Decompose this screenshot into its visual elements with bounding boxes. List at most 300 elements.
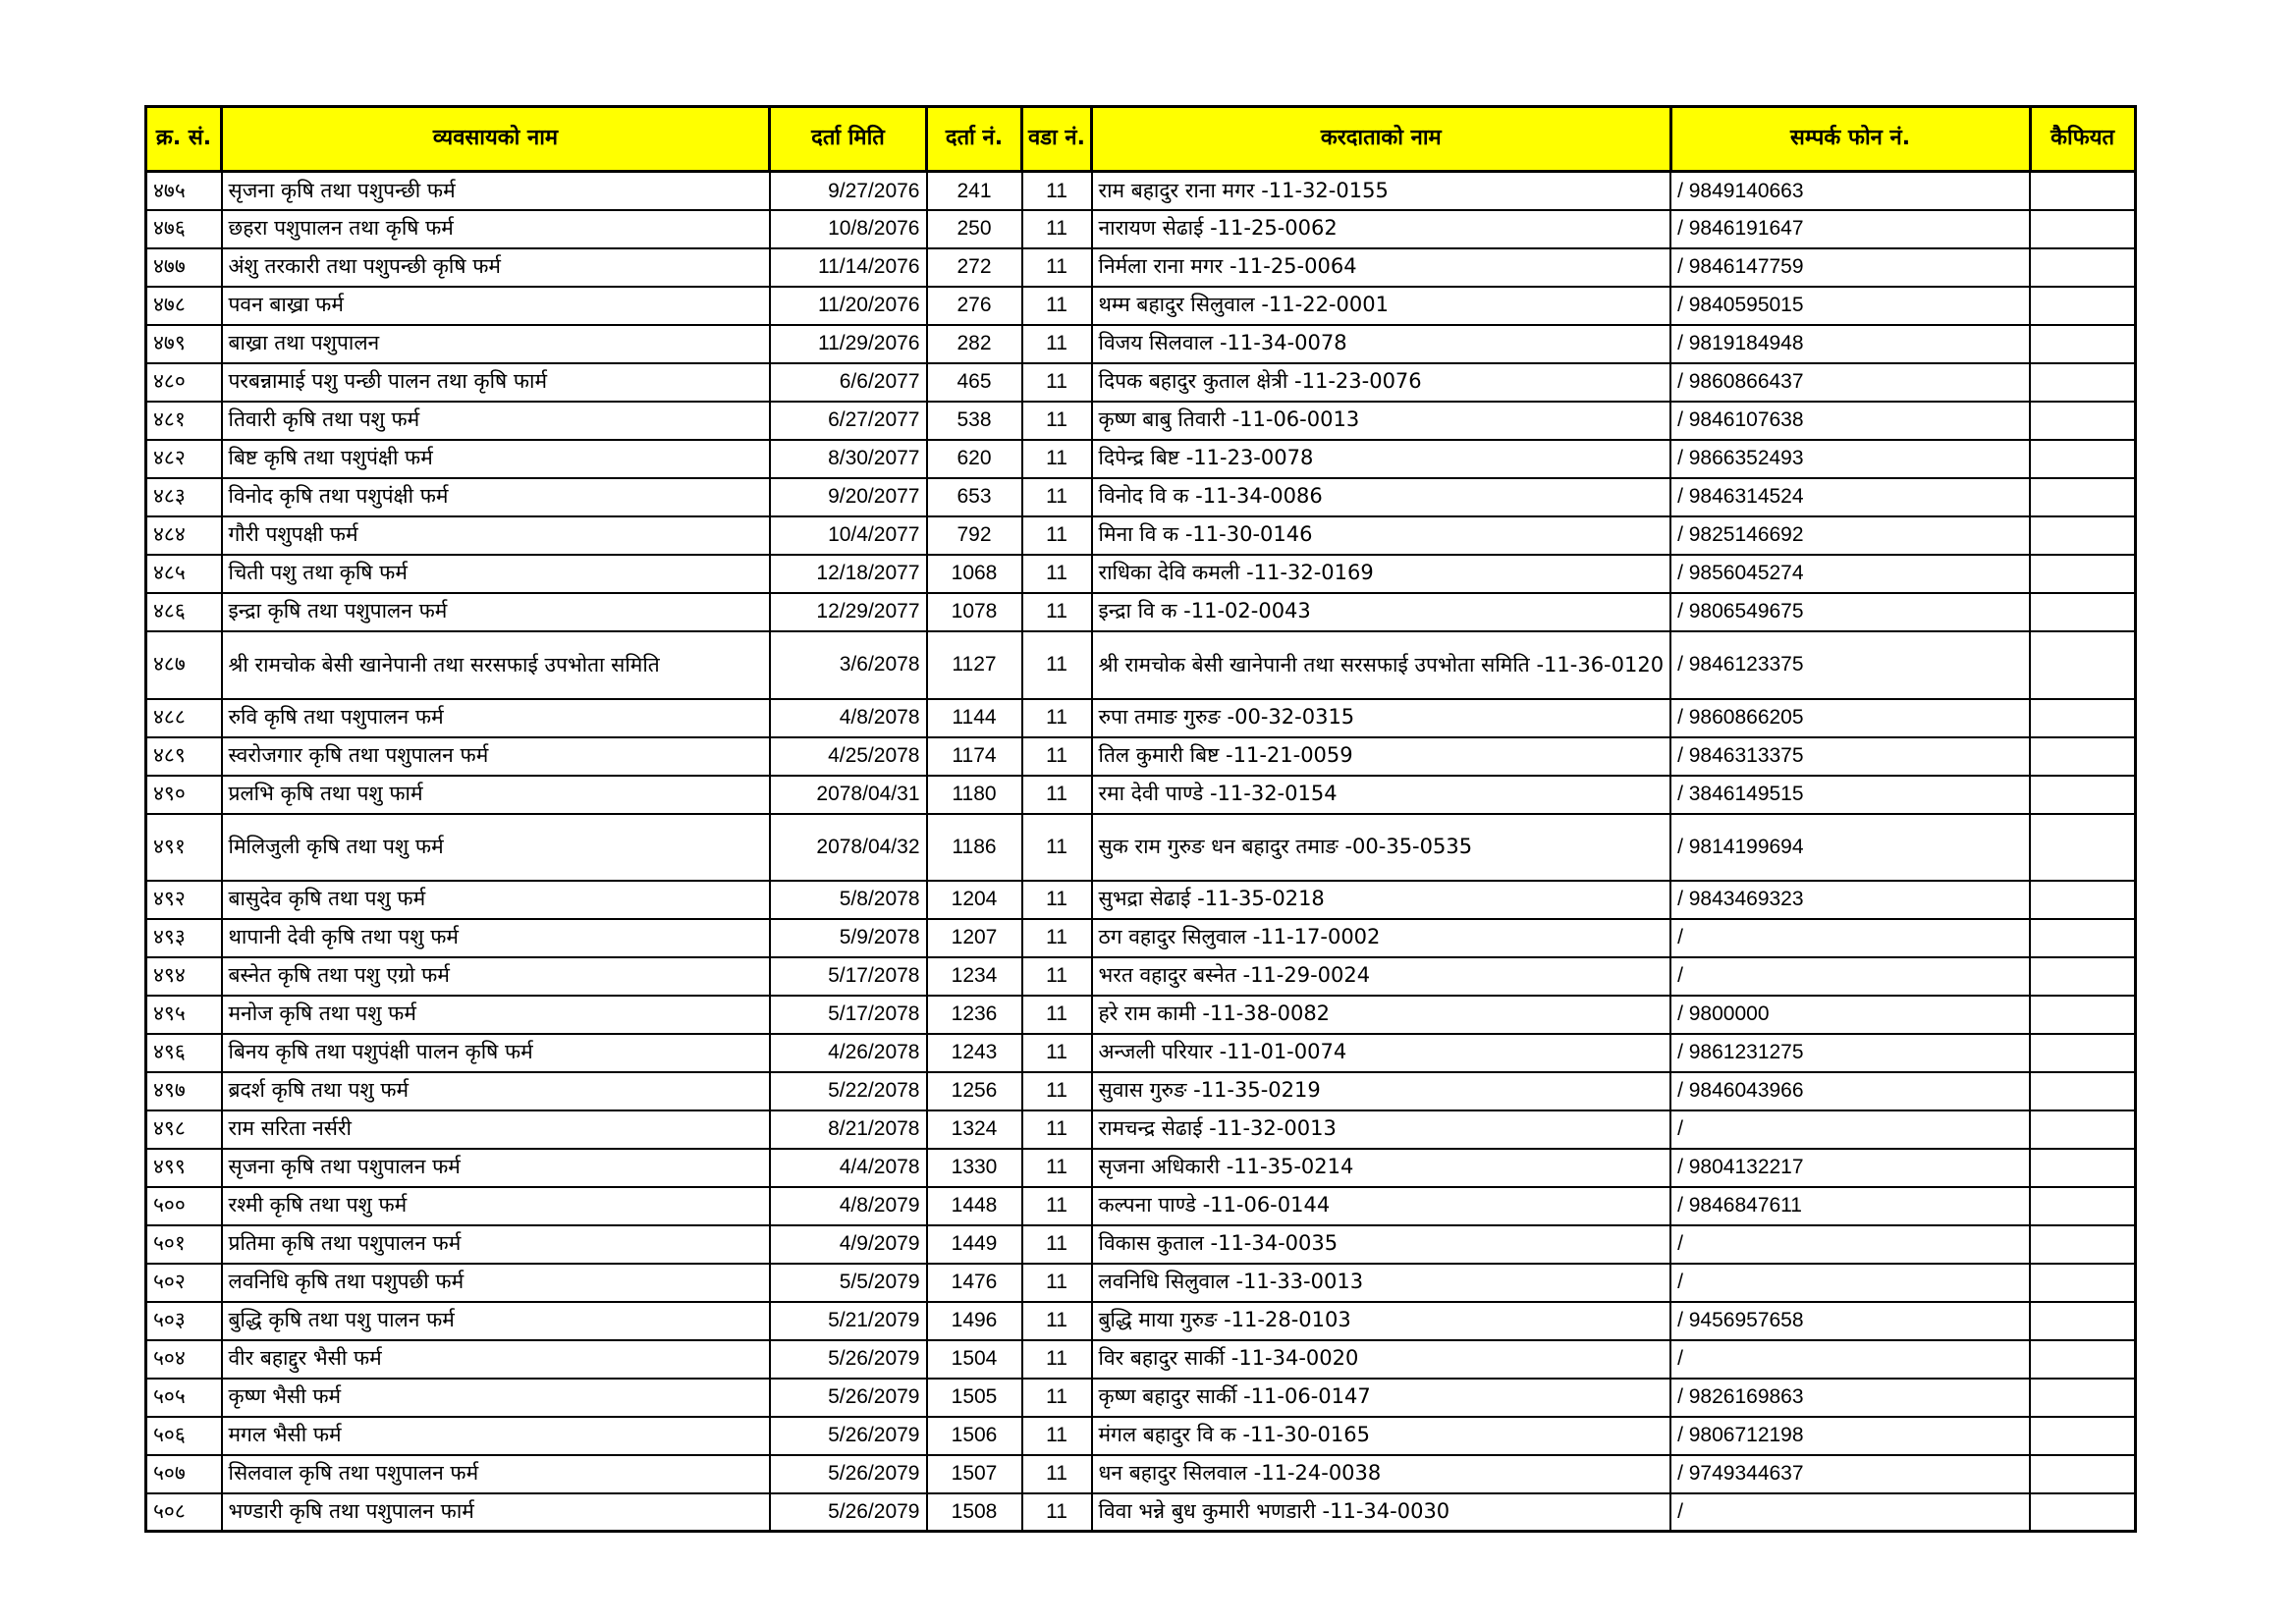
serial-cell: ५०५ (146, 1379, 222, 1417)
business-name-cell: सृजना कृषि तथा पशुपालन फर्म (222, 1149, 770, 1187)
table-row (146, 919, 2136, 957)
table-row (146, 1493, 2136, 1532)
serial-cell: ४७६ (146, 210, 222, 248)
remarks-cell (2030, 1264, 2135, 1302)
header-row (146, 107, 2136, 172)
remarks-cell (2030, 1455, 2135, 1493)
remarks-cell (2030, 919, 2135, 957)
registration-number-cell: 1508 (927, 1493, 1022, 1532)
taxpayer-name-cell: नारायण सेढाई -11-25-0062 (1092, 210, 1671, 248)
contact-phone-cell: / 9846107638 (1670, 402, 2030, 440)
registration-date-cell: 8/30/2077 (770, 440, 927, 478)
contact-phone-cell: / 3846149515 (1670, 776, 2030, 814)
table-row (146, 478, 2136, 516)
table-row (146, 1264, 2136, 1302)
taxpayer-name-cell: कल्पना पाण्डे -11-06-0144 (1092, 1187, 1671, 1225)
remarks-cell (2030, 593, 2135, 631)
serial-cell: ४९५ (146, 996, 222, 1034)
ward-number-cell: 11 (1022, 1493, 1092, 1532)
taxpayer-name-cell: निर्मला राना मगर -11-25-0064 (1092, 248, 1671, 287)
table-row (146, 1187, 2136, 1225)
table-row (146, 1110, 2136, 1149)
ward-number-cell: 11 (1022, 478, 1092, 516)
table-row (146, 287, 2136, 325)
taxpayer-name-cell: सुभद्रा सेढाई -11-35-0218 (1092, 881, 1671, 919)
registration-date-cell: 11/29/2076 (770, 325, 927, 363)
serial-cell: ५०१ (146, 1225, 222, 1264)
business-name-cell: अंशु तरकारी तथा पशुपन्छी कृषि फर्म (222, 248, 770, 287)
serial-cell: ४७७ (146, 248, 222, 287)
ward-number-cell: 11 (1022, 996, 1092, 1034)
remarks-cell (2030, 631, 2135, 699)
serial-cell: ४८४ (146, 516, 222, 555)
registration-date-cell: 6/6/2077 (770, 363, 927, 402)
remarks-cell (2030, 1110, 2135, 1149)
taxpayer-name-cell: दिपेन्द्र बिष्ट -11-23-0078 (1092, 440, 1671, 478)
table-row (146, 1417, 2136, 1455)
registration-number-cell: 1174 (927, 737, 1022, 776)
registration-number-cell: 1204 (927, 881, 1022, 919)
remarks-cell (2030, 440, 2135, 478)
registration-number-cell: 1186 (927, 814, 1022, 881)
business-name-cell: वीर बहाद्दुर भैसी फर्म (222, 1340, 770, 1379)
registration-number-cell: 1144 (927, 699, 1022, 737)
serial-cell: ४८३ (146, 478, 222, 516)
registration-number-cell: 1504 (927, 1340, 1022, 1379)
serial-cell: ५०४ (146, 1340, 222, 1379)
remarks-cell (2030, 363, 2135, 402)
contact-phone-cell: / 9846313375 (1670, 737, 2030, 776)
registration-date-cell: 5/17/2078 (770, 996, 927, 1034)
taxpayer-name-cell: दिपक बहादुर कुताल क्षेत्री -11-23-0076 (1092, 363, 1671, 402)
taxpayer-name-cell: विकास कुताल -11-34-0035 (1092, 1225, 1671, 1264)
contact-phone-cell: / (1670, 1264, 2030, 1302)
table-row (146, 631, 2136, 699)
remarks-cell (2030, 1149, 2135, 1187)
serial-cell: ४९६ (146, 1034, 222, 1072)
business-name-cell: सृजना कृषि तथा पशुपन्छी फर्म (222, 172, 770, 210)
registration-date-cell: 4/25/2078 (770, 737, 927, 776)
registration-date-cell: 10/4/2077 (770, 516, 927, 555)
taxpayer-name-cell: इन्द्रा वि क -11-02-0043 (1092, 593, 1671, 631)
serial-cell: ५०७ (146, 1455, 222, 1493)
taxpayer-name-cell: विवा भन्ने बुध कुमारी भणडारी -11-34-0030 (1092, 1493, 1671, 1532)
business-name-cell: रुवि कृषि तथा पशुपालन फर्म (222, 699, 770, 737)
remarks-cell (2030, 1072, 2135, 1110)
serial-cell: ४९७ (146, 1072, 222, 1110)
taxpayer-name-cell: हरे राम कामी -11-38-0082 (1092, 996, 1671, 1034)
business-name-cell: छहरा पशुपालन तथा कृषि फर्म (222, 210, 770, 248)
registration-date-cell: 3/6/2078 (770, 631, 927, 699)
registration-number-cell: 1256 (927, 1072, 1022, 1110)
registration-date-cell: 5/26/2079 (770, 1340, 927, 1379)
serial-cell: ४७५ (146, 172, 222, 210)
contact-phone-cell: / 9819184948 (1670, 325, 2030, 363)
table-row (146, 776, 2136, 814)
table-row (146, 325, 2136, 363)
taxpayer-name-cell: मिना वि क -11-30-0146 (1092, 516, 1671, 555)
contact-phone-cell: / (1670, 1493, 2030, 1532)
remarks-cell (2030, 957, 2135, 996)
registration-number-cell: 1078 (927, 593, 1022, 631)
registration-number-cell: 1505 (927, 1379, 1022, 1417)
contact-phone-cell: / 9856045274 (1670, 555, 2030, 593)
table-row (146, 1340, 2136, 1379)
business-name-cell: रश्मी कृषि तथा पशु फर्म (222, 1187, 770, 1225)
table-row (146, 1379, 2136, 1417)
contact-phone-cell: / 9843469323 (1670, 881, 2030, 919)
ward-number-cell: 11 (1022, 402, 1092, 440)
contact-phone-cell: / 9806712198 (1670, 1417, 2030, 1455)
contact-phone-cell: / (1670, 1340, 2030, 1379)
ward-number-cell: 11 (1022, 919, 1092, 957)
business-name-cell: प्रतिमा कृषि तथा पशुपालन फर्म (222, 1225, 770, 1264)
registration-date-cell: 5/26/2079 (770, 1417, 927, 1455)
contact-phone-cell: / 9846123375 (1670, 631, 2030, 699)
header-registration-date: दर्ता मिति (770, 107, 927, 172)
registration-number-cell: 465 (927, 363, 1022, 402)
registration-number-cell: 282 (927, 325, 1022, 363)
serial-cell: ४९१ (146, 814, 222, 881)
remarks-cell (2030, 1417, 2135, 1455)
taxpayer-name-cell: राधिका देवि कमली -11-32-0169 (1092, 555, 1671, 593)
taxpayer-name-cell: विजय सिलवाल -11-34-0078 (1092, 325, 1671, 363)
ward-number-cell: 11 (1022, 881, 1092, 919)
table-row (146, 363, 2136, 402)
registration-number-cell: 1180 (927, 776, 1022, 814)
ward-number-cell: 11 (1022, 325, 1092, 363)
contact-phone-cell: / 9846314524 (1670, 478, 2030, 516)
business-name-cell: मिलिजुली कृषि तथा पशु फर्म (222, 814, 770, 881)
table-row (146, 172, 2136, 210)
registration-date-cell: 11/20/2076 (770, 287, 927, 325)
remarks-cell (2030, 996, 2135, 1034)
business-name-cell: बाख्रा तथा पशुपालन (222, 325, 770, 363)
taxpayer-name-cell: बुद्धि माया गुरुङ -11-28-0103 (1092, 1302, 1671, 1340)
remarks-cell (2030, 478, 2135, 516)
ward-number-cell: 11 (1022, 1187, 1092, 1225)
contact-phone-cell: / 9840595015 (1670, 287, 2030, 325)
business-name-cell: इन्द्रा कृषि तथा पशुपालन फर्म (222, 593, 770, 631)
serial-cell: ४९० (146, 776, 222, 814)
serial-cell: ४९४ (146, 957, 222, 996)
ward-number-cell: 11 (1022, 555, 1092, 593)
contact-phone-cell: / (1670, 957, 2030, 996)
remarks-cell (2030, 776, 2135, 814)
registration-date-cell: 5/26/2079 (770, 1455, 927, 1493)
remarks-cell (2030, 1187, 2135, 1225)
contact-phone-cell: / 9825146692 (1670, 516, 2030, 555)
table-row (146, 996, 2136, 1034)
remarks-cell (2030, 210, 2135, 248)
registration-number-cell: 250 (927, 210, 1022, 248)
business-register-table (144, 105, 2137, 1533)
remarks-cell (2030, 699, 2135, 737)
business-name-cell: थापानी देवी कृषि तथा पशु फर्म (222, 919, 770, 957)
business-name-cell: भण्डारी कृषि तथा पशुपालन फार्म (222, 1493, 770, 1532)
table-row (146, 1225, 2136, 1264)
registration-number-cell: 1243 (927, 1034, 1022, 1072)
business-name-cell: पवन बाख्रा फर्म (222, 287, 770, 325)
registration-number-cell: 1507 (927, 1455, 1022, 1493)
table-row (146, 1149, 2136, 1187)
registration-date-cell: 4/8/2078 (770, 699, 927, 737)
table-row (146, 516, 2136, 555)
business-name-cell: विनोद कृषि तथा पशुपंक्षी फर्म (222, 478, 770, 516)
registration-number-cell: 276 (927, 287, 1022, 325)
remarks-cell (2030, 172, 2135, 210)
ward-number-cell: 11 (1022, 1455, 1092, 1493)
serial-cell: ४७८ (146, 287, 222, 325)
serial-cell: ५०२ (146, 1264, 222, 1302)
table-row (146, 1455, 2136, 1493)
registration-date-cell: 5/9/2078 (770, 919, 927, 957)
header-taxpayer-name: करदाताको नाम (1092, 107, 1671, 172)
ward-number-cell: 11 (1022, 776, 1092, 814)
table-row (146, 248, 2136, 287)
registration-number-cell: 1330 (927, 1149, 1022, 1187)
registration-date-cell: 12/18/2077 (770, 555, 927, 593)
table-row (146, 699, 2136, 737)
contact-phone-cell: / 9846191647 (1670, 210, 2030, 248)
taxpayer-name-cell: रुपा तमाङ गुरुङ -00-32-0315 (1092, 699, 1671, 737)
table-row (146, 957, 2136, 996)
registration-date-cell: 4/26/2078 (770, 1034, 927, 1072)
contact-phone-cell: / 9804132217 (1670, 1149, 2030, 1187)
registration-date-cell: 5/17/2078 (770, 957, 927, 996)
registration-number-cell: 1324 (927, 1110, 1022, 1149)
ward-number-cell: 11 (1022, 516, 1092, 555)
serial-cell: ४८७ (146, 631, 222, 699)
table-row (146, 440, 2136, 478)
serial-cell: ५०३ (146, 1302, 222, 1340)
taxpayer-name-cell: थम्म बहादुर सिलुवाल -11-22-0001 (1092, 287, 1671, 325)
serial-cell: ४८९ (146, 737, 222, 776)
registration-date-cell: 4/4/2078 (770, 1149, 927, 1187)
business-name-cell: बिनय कृषि तथा पशुपंक्षी पालन कृषि फर्म (222, 1034, 770, 1072)
remarks-cell (2030, 1302, 2135, 1340)
ward-number-cell: 11 (1022, 699, 1092, 737)
ward-number-cell: 11 (1022, 1149, 1092, 1187)
registration-date-cell: 2078/04/32 (770, 814, 927, 881)
business-name-cell: सिलवाल कृषि तथा पशुपालन फर्म (222, 1455, 770, 1493)
taxpayer-name-cell: अन्जली परियार -11-01-0074 (1092, 1034, 1671, 1072)
taxpayer-name-cell: श्री रामचोक बेसी खानेपानी तथा सरसफाई उपभोता समिति -11-36-0120 (1092, 631, 1671, 699)
business-name-cell: बस्नेत कृषि तथा पशु एग्रो फर्म (222, 957, 770, 996)
business-name-cell: चिती पशु तथा कृषि फर्म (222, 555, 770, 593)
taxpayer-name-cell: रमा देवी पाण्डे -11-32-0154 (1092, 776, 1671, 814)
contact-phone-cell: / (1670, 1110, 2030, 1149)
header-serial: क्र. सं. (146, 107, 222, 172)
contact-phone-cell: / 9861231275 (1670, 1034, 2030, 1072)
remarks-cell (2030, 516, 2135, 555)
table-row (146, 881, 2136, 919)
taxpayer-name-cell: विर बहादुर सार्की -11-34-0020 (1092, 1340, 1671, 1379)
contact-phone-cell: / 9814199694 (1670, 814, 2030, 881)
serial-cell: ४८५ (146, 555, 222, 593)
registration-date-cell: 5/5/2079 (770, 1264, 927, 1302)
ward-number-cell: 11 (1022, 631, 1092, 699)
header-contact-phone: सम्पर्क फोन नं. (1670, 107, 2030, 172)
business-name-cell: बुद्धि कृषि तथा पशु पालन फर्म (222, 1302, 770, 1340)
contact-phone-cell: / 9800000 (1670, 996, 2030, 1034)
contact-phone-cell: / 9846847611 (1670, 1187, 2030, 1225)
registration-date-cell: 5/21/2079 (770, 1302, 927, 1340)
register-sheet (144, 105, 2137, 1533)
business-name-cell: स्वरोजगार कृषि तथा पशुपालन फर्म (222, 737, 770, 776)
registration-date-cell: 5/26/2079 (770, 1493, 927, 1532)
serial-cell: ५०८ (146, 1493, 222, 1532)
taxpayer-name-cell: मंगल बहादुर वि क -11-30-0165 (1092, 1417, 1671, 1455)
taxpayer-name-cell: लवनिधि सिलुवाल -11-33-0013 (1092, 1264, 1671, 1302)
ward-number-cell: 11 (1022, 1225, 1092, 1264)
registration-date-cell: 5/22/2078 (770, 1072, 927, 1110)
registration-number-cell: 1448 (927, 1187, 1022, 1225)
remarks-cell (2030, 555, 2135, 593)
serial-cell: ४७९ (146, 325, 222, 363)
taxpayer-name-cell: विनोद वि क -11-34-0086 (1092, 478, 1671, 516)
taxpayer-name-cell: कृष्ण बहादुर सार्की -11-06-0147 (1092, 1379, 1671, 1417)
registration-number-cell: 1476 (927, 1264, 1022, 1302)
taxpayer-name-cell: राम बहादुर राना मगर -11-32-0155 (1092, 172, 1671, 210)
remarks-cell (2030, 248, 2135, 287)
table-row (146, 1302, 2136, 1340)
registration-number-cell: 1496 (927, 1302, 1022, 1340)
table-row (146, 402, 2136, 440)
contact-phone-cell: / 9846147759 (1670, 248, 2030, 287)
registration-number-cell: 1068 (927, 555, 1022, 593)
registration-date-cell: 6/27/2077 (770, 402, 927, 440)
table-row (146, 593, 2136, 631)
remarks-cell (2030, 814, 2135, 881)
remarks-cell (2030, 1034, 2135, 1072)
registration-date-cell: 12/29/2077 (770, 593, 927, 631)
business-name-cell: मनोज कृषि तथा पशु फर्म (222, 996, 770, 1034)
ward-number-cell: 11 (1022, 248, 1092, 287)
table-row (146, 737, 2136, 776)
registration-date-cell: 9/27/2076 (770, 172, 927, 210)
registration-date-cell: 5/26/2079 (770, 1379, 927, 1417)
business-name-cell: मगल भैसी फर्म (222, 1417, 770, 1455)
remarks-cell (2030, 1340, 2135, 1379)
ward-number-cell: 11 (1022, 1072, 1092, 1110)
header-registration-number: दर्ता नं. (927, 107, 1022, 172)
serial-cell: ४८१ (146, 402, 222, 440)
registration-date-cell: 8/21/2078 (770, 1110, 927, 1149)
registration-number-cell: 272 (927, 248, 1022, 287)
registration-number-cell: 792 (927, 516, 1022, 555)
registration-date-cell: 2078/04/31 (770, 776, 927, 814)
serial-cell: ४९३ (146, 919, 222, 957)
contact-phone-cell: / 9846043966 (1670, 1072, 2030, 1110)
taxpayer-name-cell: सुक राम गुरुङ धन बहादुर तमाङ -00-35-0535 (1092, 814, 1671, 881)
registration-date-cell: 11/14/2076 (770, 248, 927, 287)
remarks-cell (2030, 1379, 2135, 1417)
ward-number-cell: 11 (1022, 363, 1092, 402)
registration-number-cell: 538 (927, 402, 1022, 440)
registration-number-cell: 653 (927, 478, 1022, 516)
business-name-cell: लवनिधि कृषि तथा पशुपछी फर्म (222, 1264, 770, 1302)
contact-phone-cell: / 9860866205 (1670, 699, 2030, 737)
registration-number-cell: 1127 (927, 631, 1022, 699)
registration-date-cell: 4/9/2079 (770, 1225, 927, 1264)
table-row (146, 210, 2136, 248)
contact-phone-cell: / (1670, 1225, 2030, 1264)
business-name-cell: श्री रामचोक बेसी खानेपानी तथा सरसफाई उपभोता समिति (222, 631, 770, 699)
taxpayer-name-cell: धन बहादुर सिलवाल -11-24-0038 (1092, 1455, 1671, 1493)
ward-number-cell: 11 (1022, 1340, 1092, 1379)
ward-number-cell: 11 (1022, 814, 1092, 881)
serial-cell: ५०६ (146, 1417, 222, 1455)
ward-number-cell: 11 (1022, 287, 1092, 325)
business-name-cell: कृष्ण भैसी फर्म (222, 1379, 770, 1417)
ward-number-cell: 11 (1022, 1110, 1092, 1149)
table-row (146, 555, 2136, 593)
contact-phone-cell: / 9849140663 (1670, 172, 2030, 210)
taxpayer-name-cell: सृजना अधिकारी -11-35-0214 (1092, 1149, 1671, 1187)
serial-cell: ४९९ (146, 1149, 222, 1187)
taxpayer-name-cell: ठग वहादुर सिलुवाल -11-17-0002 (1092, 919, 1671, 957)
contact-phone-cell: / 9860866437 (1670, 363, 2030, 402)
business-name-cell: बासुदेव कृषि तथा पशु फर्म (222, 881, 770, 919)
remarks-cell (2030, 325, 2135, 363)
taxpayer-name-cell: तिल कुमारी बिष्ट -11-21-0059 (1092, 737, 1671, 776)
ward-number-cell: 11 (1022, 440, 1092, 478)
serial-cell: ४८० (146, 363, 222, 402)
ward-number-cell: 11 (1022, 1417, 1092, 1455)
registration-number-cell: 1449 (927, 1225, 1022, 1264)
registration-number-cell: 1236 (927, 996, 1022, 1034)
serial-cell: ४८८ (146, 699, 222, 737)
remarks-cell (2030, 287, 2135, 325)
registration-number-cell: 1234 (927, 957, 1022, 996)
business-name-cell: प्रलभि कृषि तथा पशु फार्म (222, 776, 770, 814)
ward-number-cell: 11 (1022, 1264, 1092, 1302)
business-name-cell: ब्रदर्श कृषि तथा पशु फर्म (222, 1072, 770, 1110)
registration-number-cell: 1506 (927, 1417, 1022, 1455)
contact-phone-cell: / 9806549675 (1670, 593, 2030, 631)
taxpayer-name-cell: रामचन्द्र सेढाई -11-32-0013 (1092, 1110, 1671, 1149)
registration-number-cell: 620 (927, 440, 1022, 478)
serial-cell: ४९८ (146, 1110, 222, 1149)
taxpayer-name-cell: कृष्ण बाबु तिवारी -11-06-0013 (1092, 402, 1671, 440)
registration-date-cell: 9/20/2077 (770, 478, 927, 516)
registration-date-cell: 10/8/2076 (770, 210, 927, 248)
remarks-cell (2030, 737, 2135, 776)
ward-number-cell: 11 (1022, 593, 1092, 631)
business-name-cell: गौरी पशुपक्षी फर्म (222, 516, 770, 555)
table-row (146, 814, 2136, 881)
ward-number-cell: 11 (1022, 957, 1092, 996)
taxpayer-name-cell: सुवास गुरुङ -11-35-0219 (1092, 1072, 1671, 1110)
ward-number-cell: 11 (1022, 172, 1092, 210)
serial-cell: ५०० (146, 1187, 222, 1225)
ward-number-cell: 11 (1022, 1034, 1092, 1072)
business-name-cell: तिवारी कृषि तथा पशु फर्म (222, 402, 770, 440)
serial-cell: ४८२ (146, 440, 222, 478)
remarks-cell (2030, 1493, 2135, 1532)
contact-phone-cell: / 9749344637 (1670, 1455, 2030, 1493)
serial-cell: ४९२ (146, 881, 222, 919)
ward-number-cell: 11 (1022, 737, 1092, 776)
header-remarks: कैफियत (2030, 107, 2135, 172)
contact-phone-cell: / (1670, 919, 2030, 957)
ward-number-cell: 11 (1022, 210, 1092, 248)
table-row (146, 1034, 2136, 1072)
taxpayer-name-cell: भरत वहादुर बस्नेत -11-29-0024 (1092, 957, 1671, 996)
register-rows (146, 172, 2136, 1532)
remarks-cell (2030, 1225, 2135, 1264)
